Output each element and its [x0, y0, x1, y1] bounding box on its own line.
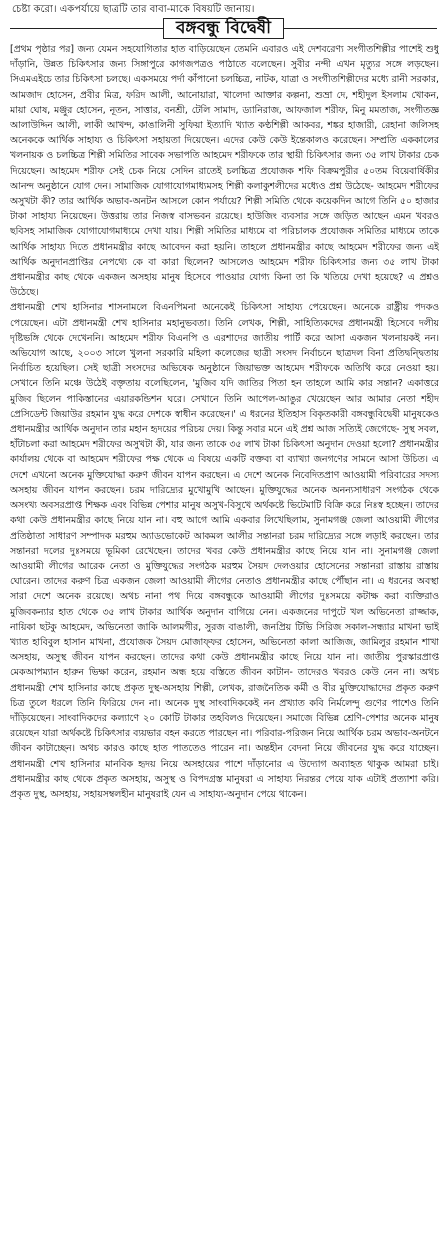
article-paragraph-2: প্রধানমন্ত্রী শেখ হাসিনার শাসনামলে বিএনপিমনা অনেকেই চিকিৎসা সাহায্য পেয়েছেন। অনেকে রাষ্ট্রীয় পদকও পেয়েছেন। এটা প্রধানমন্ত্রী শেখ হাসিনার মহানুভবতা। তিনি লেখক, শিল্পী, সাহিত্যিকদের প্রধানমন্ত্রী হিসেবে দলীয় দৃষ্টিভঙ্গি থেকে দেখেননি। আহমেদ শরীফ বিএনপি ও এরশাদের জাতীয় পার্টি করে আসা একজন খলনায়কই নন। অভিযোগ আছে, ২০০৩ সালে খুলনা সরকারি মহিলা কলেজের ছাত্রী সংসদ নির্বাচনে ছাত্রদল বিনা প্রতিদ্বন্দ্বিতায় নির্বাচিত হয়েছিল। সেই ছাত্রী সংসদের অভিষেক অনুষ্ঠানে জিয়াভক্ত আহমেদ শরীফকে অতিথি করে নেওয়া হয়। সেখানে তিনি মঞ্চে উঠেই বক্তৃতায় বলেছিলেন, 'মুজিব যদি জাতির পিতা হন তাহলে আমি কার সন্তান? একাত্তরে মুজিব ছিলেন পাকিস্তানের এয়ারকন্ডিশন ঘরে। সেখানে তিনি আপেল-আঙুর খেয়েছেন আর আমার নেতা শহীদ প্রেসিডেন্ট জিয়াউর রহমান যুদ্ধ করে দেশকে স্বাধীন করেছেন।' এ ধরনের ইতিহাস বিকৃতকারী বঙ্গবন্ধুবিদ্বেষী মানুষকেও প্রধানমন্ত্রীর আর্থিক অনুদান তার মহান হৃদয়ের পরিচয় দেয়। কিন্তু সবার মনে এই প্রশ্ন আজ সত্যিই জেগেছে- সুস্থ সবল, হাঁটাচলা করা আহমেদ শরীফের অসুখটা কী, যার জন্য তাকে ৩৫ লাখ টাকা চিকিৎসা অনুদান দেওয়া হলো? প্রধানমন্ত্রীর কার্যালয় থেকে বা আহমেদ শরীফের পক্ষ থেকে এ বিষয়ে একটি বক্তব্য বা ব্যাখ্যা জনগণের সামনে আসা উচিত। এ দেশে এখনো অনেক মুক্তিযোদ্ধা করুণ জীবন যাপন করছেন। এ দেশে অনেক নিবেদিতপ্রাণ আওয়ামী পরিবারের সদস্য অসহায় জীবন যাপন করছেন। চরম দারিদ্র্যের মুখোমুখি আছেন। মুক্তিযুদ্ধের অনেক অনন্যসাধারণ সংগঠক থেকে অসংখ্য অবসরপ্রাপ্ত শিক্ষক এবং বিভিন্ন পেশার মানুষ অসুখ-বিসুখে অর্থকষ্টে ভিটেমাটি বিক্রি করে নিঃস্ব হচ্ছেন। তাদের কথা কেউ প্রধানমন্ত্রীর কাছে নিয়ে যান না। বহু আগে আমি একবার লিখেছিলাম, সুনামগঞ্জ জেলা আওয়ামী লীগের প্রতিষ্ঠাতা সাধারণ সম্পাদক মরহুম অ্যাডভোকেট আকমল আলীর সন্তানরা চরম দারিদ্র্যের সঙ্গে লড়াই করছেন। তার সন্তানরা দলের দুঃসময়ে ভূমিকা রেখেছেন। তাদের খবর কেউ প্রধানমন্ত্রীর কাছে নিয়ে যান না। সুনামগঞ্জ জেলা আওয়ামী লীগের আরেক নেতা ও মুক্তিযুদ্ধের সংগঠক মরহুম সৈয়দ দেলওয়ার হোসেনের সন্তানরা রাস্তায় রাস্তায় ঘোরেন। তাদের করুণ চিত্র একজন জেলা আওয়ামী লীগের নেতাও প্রধানমন্ত্রীর কাছে পৌঁছান না। এ ধরনের অবস্থা সারা দেশে অনেক রয়েছে। অথচ নানা পথ দিয়ে বঙ্গবন্ধুকে আওয়ামী লীগের দুঃসময়ে কটাক্ষ করা ব্যক্তিরাও মুজিবকন্যার হাত থেকে ৩৫ লাখ টাকার আর্থিক অনুদান বাগিয়ে নেন। একজনের দাপুটে খল অভিনেতা রাজ্জাক, নায়িকা ছটকু আহমেদ, অভিনেতা জাকি আলমগীর, সুরজ বাঙালী, জনপ্রিয় টিভি সিরিজ সকাল-সন্ধ্যার মাখনা ভাই খ্যাত হাবিবুল হাসান মাখনা, প্রযোজক সৈয়দ মোজাফ্ফর হোসেন, অভিনেতা কালা আজিজ, জামিলুর রহমান শাখা অসহায়, অসুস্থ জীবন যাপন করছেন। তাদের কথা কেউ প্রধানমন্ত্রীর কাছে নিয়ে যান না। জাতীয় পুরস্কারপ্রাপ্ত মেকআপম্যান হারুন ভিক্ষা করেন, রহমান অন্ধ হয়ে বস্তিতে জীবন কাটান- তাদেরও খবরও কেউ নেন না। অথচ প্রধানমন্ত্রী শেখ হাসিনার কাছে প্রকৃত দুস্থ-অসহায় শিল্পী, লেখক, রাজনৈতিক কর্মী ও বীর মুক্তিযোদ্ধাদের প্রকৃত করুণ চিত্র তুলে ধরলে তিনি ফিরিয়ে দেন না। অনেক দুস্থ সাংবাদিককেই নন প্রখ্যাত কবি নির্মলেন্দু গুণের পাশেও তিনি দাঁড়িয়েছেন। সাংবাদিকদের কল্যাণে ২০ কোটি টাকার তহবিলও দিয়েছেন। সমাজে বিভিন্ন শ্রেণি-পেশার অনেক মানুষ রয়েছেন যারা অর্থকষ্টে চিকিৎসার ব্যয়ভার বহন করতে পারছেন না। পরিবার-পরিজন নিয়ে আর্থিক চরম অভাব-অনটনে জীবন কাটাচ্ছেন। অথচ কারও কাছে হাত পাততেও পারেন না। অন্তহীন বেদনা নিয়ে জীবনের যুদ্ধ করে যাচ্ছেন। প্রধানমন্ত্রী শেখ হাসিনার মানবিক হৃদয় নিয়ে অসহায়ের পাশে দাঁড়ানোর এ উদ্যোগ অব্যাহত থাকুক আমরা চাই। প্রধানমন্ত্রীর কাছ থেকে প্রকৃত অসহায়, অসুস্থ ও বিপদগ্রস্ত মানুষরা এ সাহায্য নিরন্তর পেয়ে যাক এটাই প্রত্যাশা করি। প্রকৃত দুস্থ, অসহায়, সহায়সম্বলহীন মানুষরাই যেন এ সাহায্য-অনুদান পেয়ে থাকেন। — [10, 302, 439, 800]
article-paragraph-1: [প্রথম পৃষ্ঠার পর] জন্য যেমন সহযোগিতার হাত বাড়িয়েছেন তেমনি এবারও এই দেশবরেণ্য সংগীতশিল্পীর পাশেই শুধু দাঁড়ানি, উন্নত চিকিৎসার জন্য সিঙ্গাপুরে কাগজপত্রও পাঠাতে বলেছেন। সুবীর নন্দী এখন মৃত্যুর সঙ্গে লড়ছেন। সিএমএইচে তার চিকিৎসা চলছে। একসময়ে পর্দা কাঁপানো চলচ্চিত্র, নাটক, যাত্রা ও সংগীতশিল্পীদের মধ্যে রানী সরকার, আমজাদ হোসেন, প্রবীর মিত্র, ফরিদ আলী, আনোয়ারা, খালেদা আক্তার কল্পনা, শুভ্রা দে, শহীদুল ইসলাম খোকন, মায়া ঘোষ, মঞ্জুর হোসেন, নূতন, সাত্তার, বনশ্রী, টেলি সামাদ, ড্যানিরাজ, আফজাল শরীফ, মিনু মমতাজ, সংগীতজ্ঞ আলাউদ্দিন আলী, লাকী আখন্দ, কাঙালিনী সুফিয়া ইত্যাদি খ্যাত কণ্ঠশিল্পী আকবর, শঙ্কর হাজারী, রেহানা জলিসহ অনেককে আর্থিক সাহায্য ও চিকিৎসা সহায়তা দিয়েছেন। এদের কেউ কেউ ইন্তেকালও করেছেন। সম্প্রতি এককালের খলনায়ক ও চলচ্চিত্র শিল্পী সমিতির সাবেক সভাপতি আহমেদ শরীফকে তার স্থায়ী চিকিৎসার জন্য ৩৫ লাখ টাকার চেক দিয়েছেন। আহমেদ শরীফ সেই চেক নিয়ে সেদিন রাতেই চলচ্চিত্র প্রযোজক শফি বিক্রমপুরীর ৫০তম বিয়েবার্ষিকীর আনন্দ অনুষ্ঠানে যোগ দেন। সামাজিক যোগাযোগমাধ্যমসহ শিল্পী কলাকুশলীদের মধ্যেও প্রশ্ন উঠেছে- আহমেদ শরীফের অসুখটা কী? তার আর্থিক অভাব-অনটন আসলে কোন পর্যায়ে? শিল্পী সমিতি থেকে কয়েকদিন আগে তিনি ৫০ হাজার টাকা সাহায্য নিয়েছেন। উত্তরায় তার নিজস্ব বাসভবন রয়েছে। হাউজিং ব্যবসার সঙ্গে জড়িত আছেন এমন খবরও ছবিসহ সামাজিক যোগাযোগমাধ্যমে দেখা যায়। শিল্পী সমিতির মাধ্যমে বা পরিচালক প্রযোজক সমিতির মাধ্যমে তাকে আর্থিক সাহায্য দিতে প্রধানমন্ত্রীর কাছে আবেদন করা হয়নি। তাহলে প্রধানমন্ত্রীর কাছে আহমেদ শরীফের জন্য এই আর্থিক অনুদানপ্রাপ্তির নেপথ্যে কে বা কারা ছিলেন? আসলেও আহমেদ শরীফ চিকিৎসার জন্য ৩৫ লাখ টাকা প্রধানমন্ত্রীর কাছ থেকে একজন অসহায় মানুষ হিসেবে পাওয়ার যোগ্য কিনা তা কি খতিয়ে দেখা হয়েছে? এ প্রশ্নও উঠেছে। — [10, 44, 439, 299]
article-body — [10, 42, 439, 1256]
clipped-top-text: চেষ্টা করো। একপর্যায়ে ছাত্রটি তার বাবা-মাকে বিষয়টি জানায়। — [12, 4, 255, 15]
headline-container — [0, 18, 447, 38]
headline: বঙ্গবন্ধু বিদ্বেষী — [163, 18, 284, 39]
